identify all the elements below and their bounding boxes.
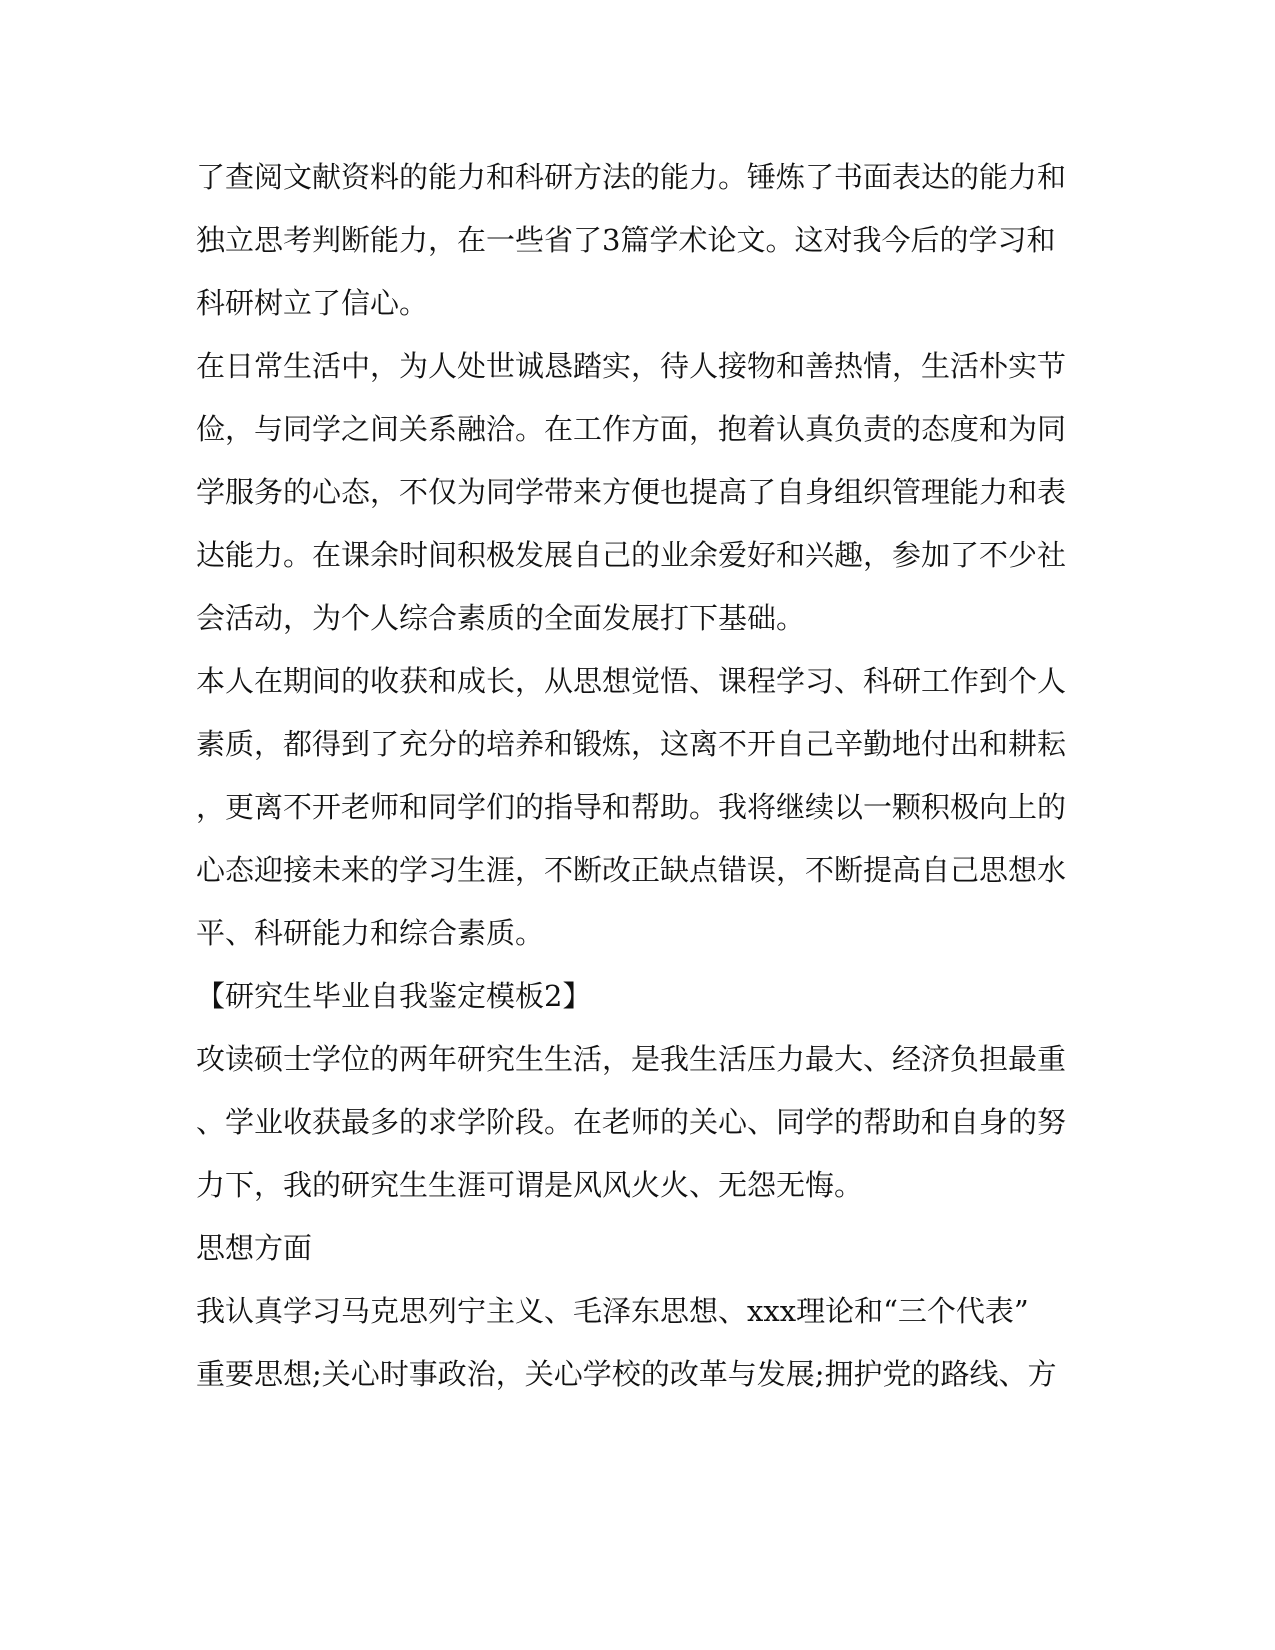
text-line: 学服务的心态，不仅为同学带来方便也提高了自身组织管理能力和表 bbox=[196, 475, 1067, 509]
text-line: 力下，我的研究生生涯可谓是风风火火、无怨无悔。 bbox=[196, 1168, 864, 1202]
text-line: 重要思想;关心时事政治，关心学校的改革与发展;拥护党的路线、方 bbox=[196, 1357, 1057, 1391]
text-line: 、学业收获最多的求学阶段。在老师的关心、同学的帮助和自身的努 bbox=[196, 1105, 1067, 1139]
text-line: 素质，都得到了充分的培养和锻炼，这离不开自己辛勤地付出和耕耘 bbox=[196, 727, 1067, 761]
subsection-heading: 思想方面 bbox=[196, 1231, 313, 1265]
text-line: 科研树立了信心。 bbox=[196, 286, 429, 320]
text-line: 独立思考判断能力，在一些省了3篇学术论文。这对我今后的学习和 bbox=[196, 223, 1056, 257]
text-line: 平、科研能力和综合素质。 bbox=[196, 916, 545, 950]
text-line: 本人在期间的收获和成长，从思想觉悟、课程学习、科研工作到个人 bbox=[196, 664, 1067, 698]
text-line: 了查阅文献资料的能力和科研方法的能力。锤炼了书面表达的能力和 bbox=[196, 160, 1067, 194]
text-line: ，更离不开老师和同学们的指导和帮助。我将继续以一颗积极向上的 bbox=[196, 790, 1067, 824]
text-line: 达能力。在课余时间积极发展自己的业余爱好和兴趣，参加了不少社 bbox=[196, 538, 1067, 572]
text-line: 攻读硕士学位的两年研究生生活，是我生活压力最大、经济负担最重 bbox=[196, 1042, 1067, 1076]
text-line: 会活动，为个人综合素质的全面发展打下基础。 bbox=[196, 601, 806, 635]
text-line: 俭，与同学之间关系融洽。在工作方面，抱着认真负责的态度和为同 bbox=[196, 412, 1067, 446]
section-heading: 【研究生毕业自我鉴定模板2】 bbox=[196, 979, 592, 1013]
text-line: 在日常生活中，为人处世诚恳踏实，待人接物和善热情，生活朴实节 bbox=[196, 349, 1067, 383]
text-line: 我认真学习马克思列宁主义、毛泽东思想、xxx理论和“三个代表” bbox=[196, 1294, 1029, 1328]
text-line: 心态迎接未来的学习生涯，不断改正缺点错误，不断提高自己思想水 bbox=[196, 853, 1067, 887]
